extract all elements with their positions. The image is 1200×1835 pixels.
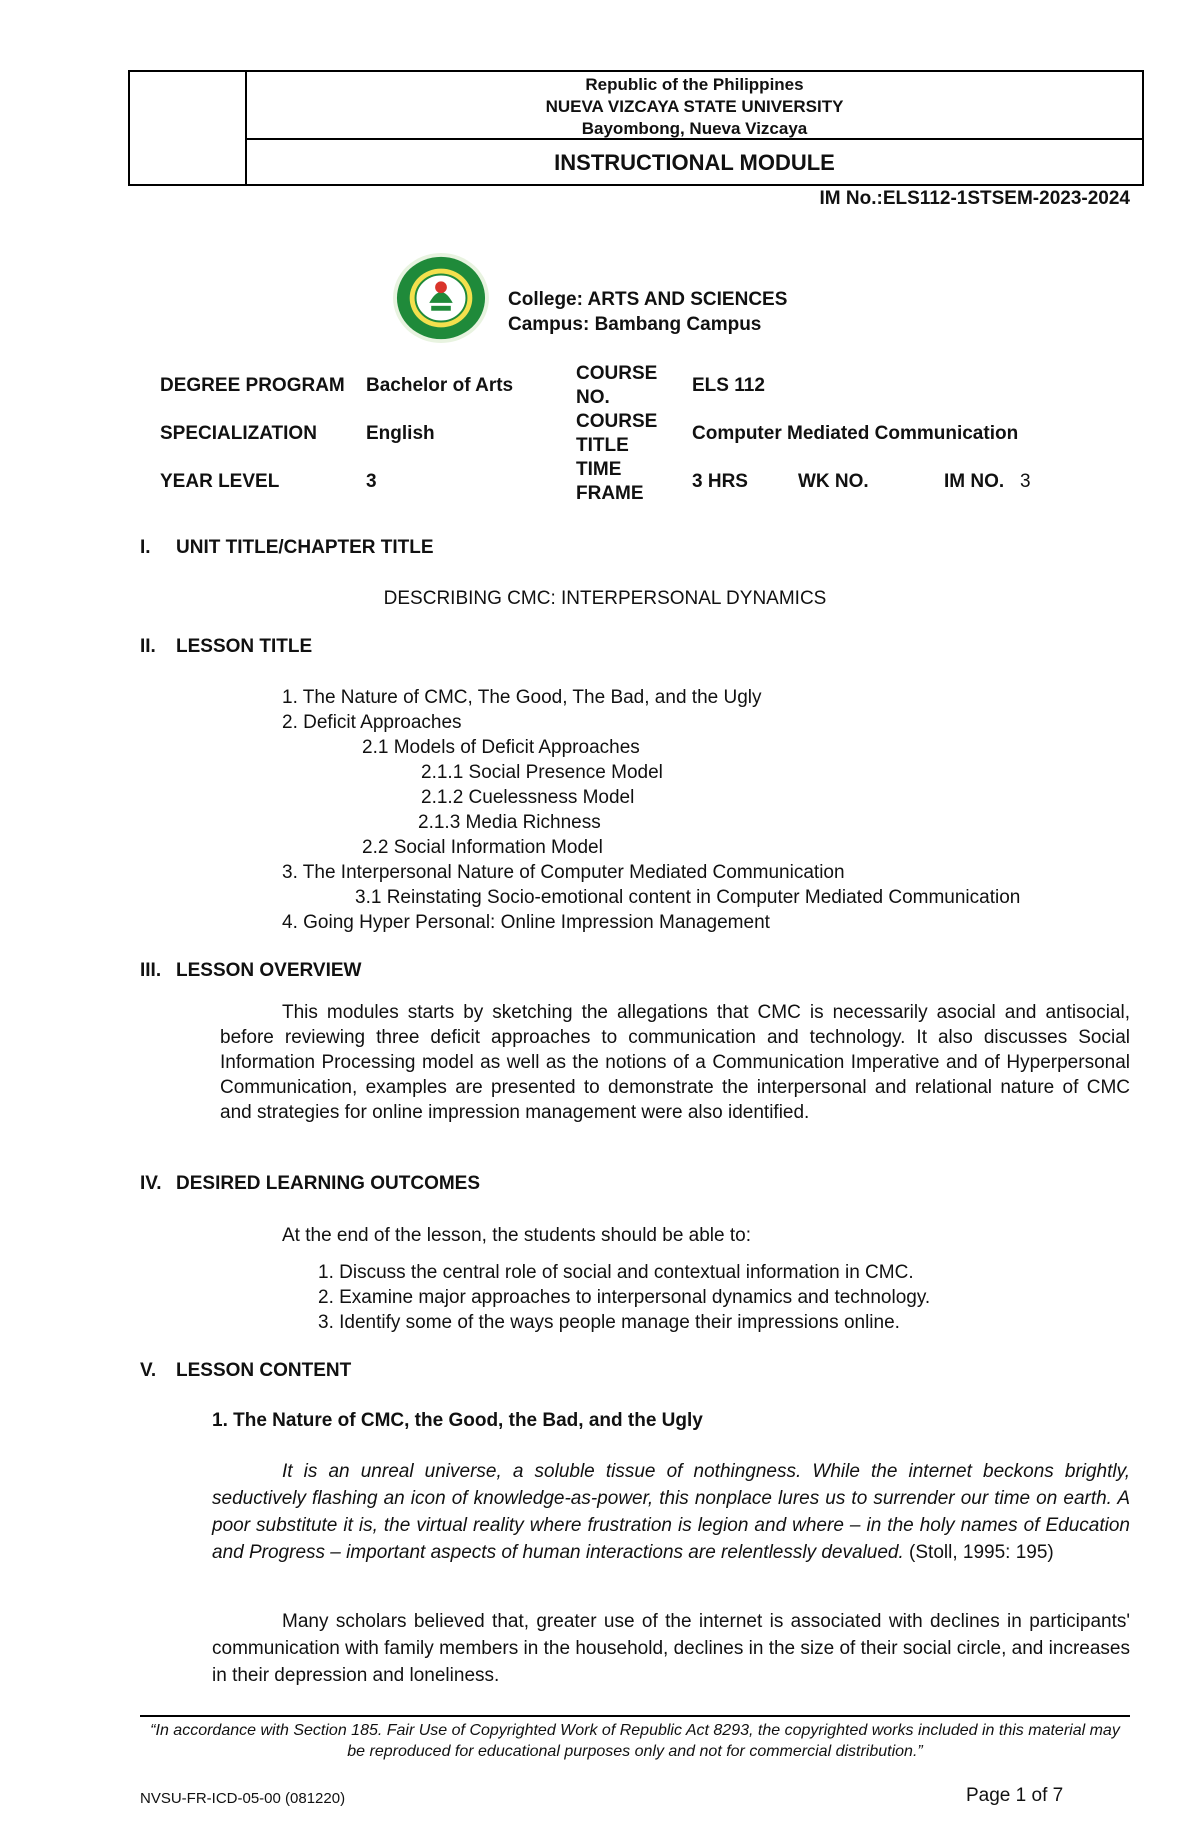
course-title-value: Computer Mediated Communication [692,423,1019,444]
form-code: NVSU-FR-ICD-05-00 (081220) [140,1790,346,1807]
body-paragraph: Many scholars believed that, greater use of the internet is associated with declines in participants' communication with family members in the household, declines in the size of their social circle, and increases in their depression and loneliness. [212,1611,1130,1686]
overview-paragraph: This modules starts by sketching the allegations that CMC is necessarily asocial and antisocial, before reviewing three deficit approaches to communication and technology. It also discusses Social Information Processing model as well as the notions of a Communication Imperative and of Hyperpersonal Communication, examples are presented to demonstrate the interpersonal and relational nature of CMC and strategies for online impression management were also identified. [220,1002,1130,1123]
table-row [160,362,1037,410]
course-title-label: COURSE TITLE [576,411,658,456]
course-info-table [160,362,1037,506]
section-heading: I. UNIT TITLE/CHAPTER TITLE [140,537,434,558]
list-item: 2. Deficit Approaches [282,712,462,733]
table-row [160,410,1037,458]
section-heading: II. LESSON TITLE [140,636,313,657]
list-item: 2.1.3 Media Richness [418,812,601,833]
college-block [508,287,787,337]
outcomes-intro: At the end of the lesson, the students should be able to: [282,1225,751,1246]
list-item: 1. Discuss the central role of social and contextual information in CMC. [318,1262,914,1283]
time-frame-value: 3 HRS [692,471,748,492]
year-level-value: 3 [366,471,377,492]
list-item: 2.1.2 Cuelessness Model [421,787,635,808]
specialization-label: SPECIALIZATION [160,423,317,444]
quote-citation: (Stoll, 1995: 195) [903,1542,1054,1563]
footer-divider [140,1715,1130,1717]
logo-cell [130,72,247,184]
list-item: 4. Going Hyper Personal: Online Impression Management [282,912,770,933]
degree-value: Bachelor of Arts [366,375,514,396]
time-frame-label: TIME FRAME [576,459,644,504]
university-name: NUEVA VIZCAYA STATE UNIVERSITY [545,97,844,116]
university-location: Bayombong, Nueva Vizcaya [581,119,808,138]
year-level-label: YEAR LEVEL [160,471,280,492]
list-item: 1. The Nature of CMC, The Good, The Bad, and the Ugly [282,687,762,708]
list-item: 2.1 Models of Deficit Approaches [362,737,640,758]
list-item: 3.1 Reinstating Socio-emotional content in Computer Mediated Communication [355,887,1021,908]
specialization-value: English [366,423,435,444]
wk-no-label: WK NO. [798,471,869,492]
campus-line: Campus: Bambang Campus [508,314,762,335]
table-row [160,458,1037,506]
college-seal-icon [392,252,490,344]
section-heading: IV. DESIRED LEARNING OUTCOMES [140,1173,481,1194]
degree-label: DEGREE PROGRAM [160,375,345,396]
im-no-value: 3 [1020,471,1031,492]
college-line: College: ARTS AND SCIENCES [508,289,788,310]
header-box [128,70,1144,186]
unit-title: DESCRIBING CMC: INTERPERSONAL DYNAMICS [383,588,827,609]
im-number: IM No.:ELS112-1STSEM-2023-2024 [819,188,1130,209]
list-item: 2. Examine major approaches to interpersonal dynamics and technology. [318,1287,931,1308]
list-item: 2.1.1 Social Presence Model [421,762,663,783]
quote-text: It is an unreal universe, a soluble tissue of nothingness. While the internet beckons brightly, seductively flashing an icon of knowledge-as-power, this nonplace lures us to surrender our time on earth. A poor substitute it is, the virtual reality where frustration is legion and where – in the holy names of Education and Progress – important aspects of human interactions are relentlessly devalued. [212,1461,1130,1563]
page-number: Page 1 of 7 [966,1785,1064,1806]
course-no-label: COURSE NO. [576,363,658,408]
im-no-label: IM NO. [944,471,1005,492]
section-heading: III. LESSON OVERVIEW [140,960,362,981]
section-heading: V. LESSON CONTENT [140,1360,352,1381]
quote-paragraph [212,1458,1130,1566]
republic-line: Republic of the Philippines [585,75,804,94]
institution-block [247,72,1142,140]
course-no-value: ELS 112 [692,375,765,396]
list-item: 2.2 Social Information Model [362,837,603,858]
list-item: 3. Identify some of the ways people manage their impressions online. [318,1312,900,1333]
list-item: 3. The Interpersonal Nature of Computer Mediated Communication [282,862,845,883]
subsection-title: 1. The Nature of CMC, the Good, the Bad, and the Ugly [212,1410,703,1431]
copyright-notice: “In accordance with Section 185. Fair Use of Copyrighted Work of Republic Act 8293, the copyrighted works included in this material may be reproduced for educational purposes only and not for commercial distribution.” [150,1722,1120,1760]
module-title: INSTRUCTIONAL MODULE [554,150,835,175]
